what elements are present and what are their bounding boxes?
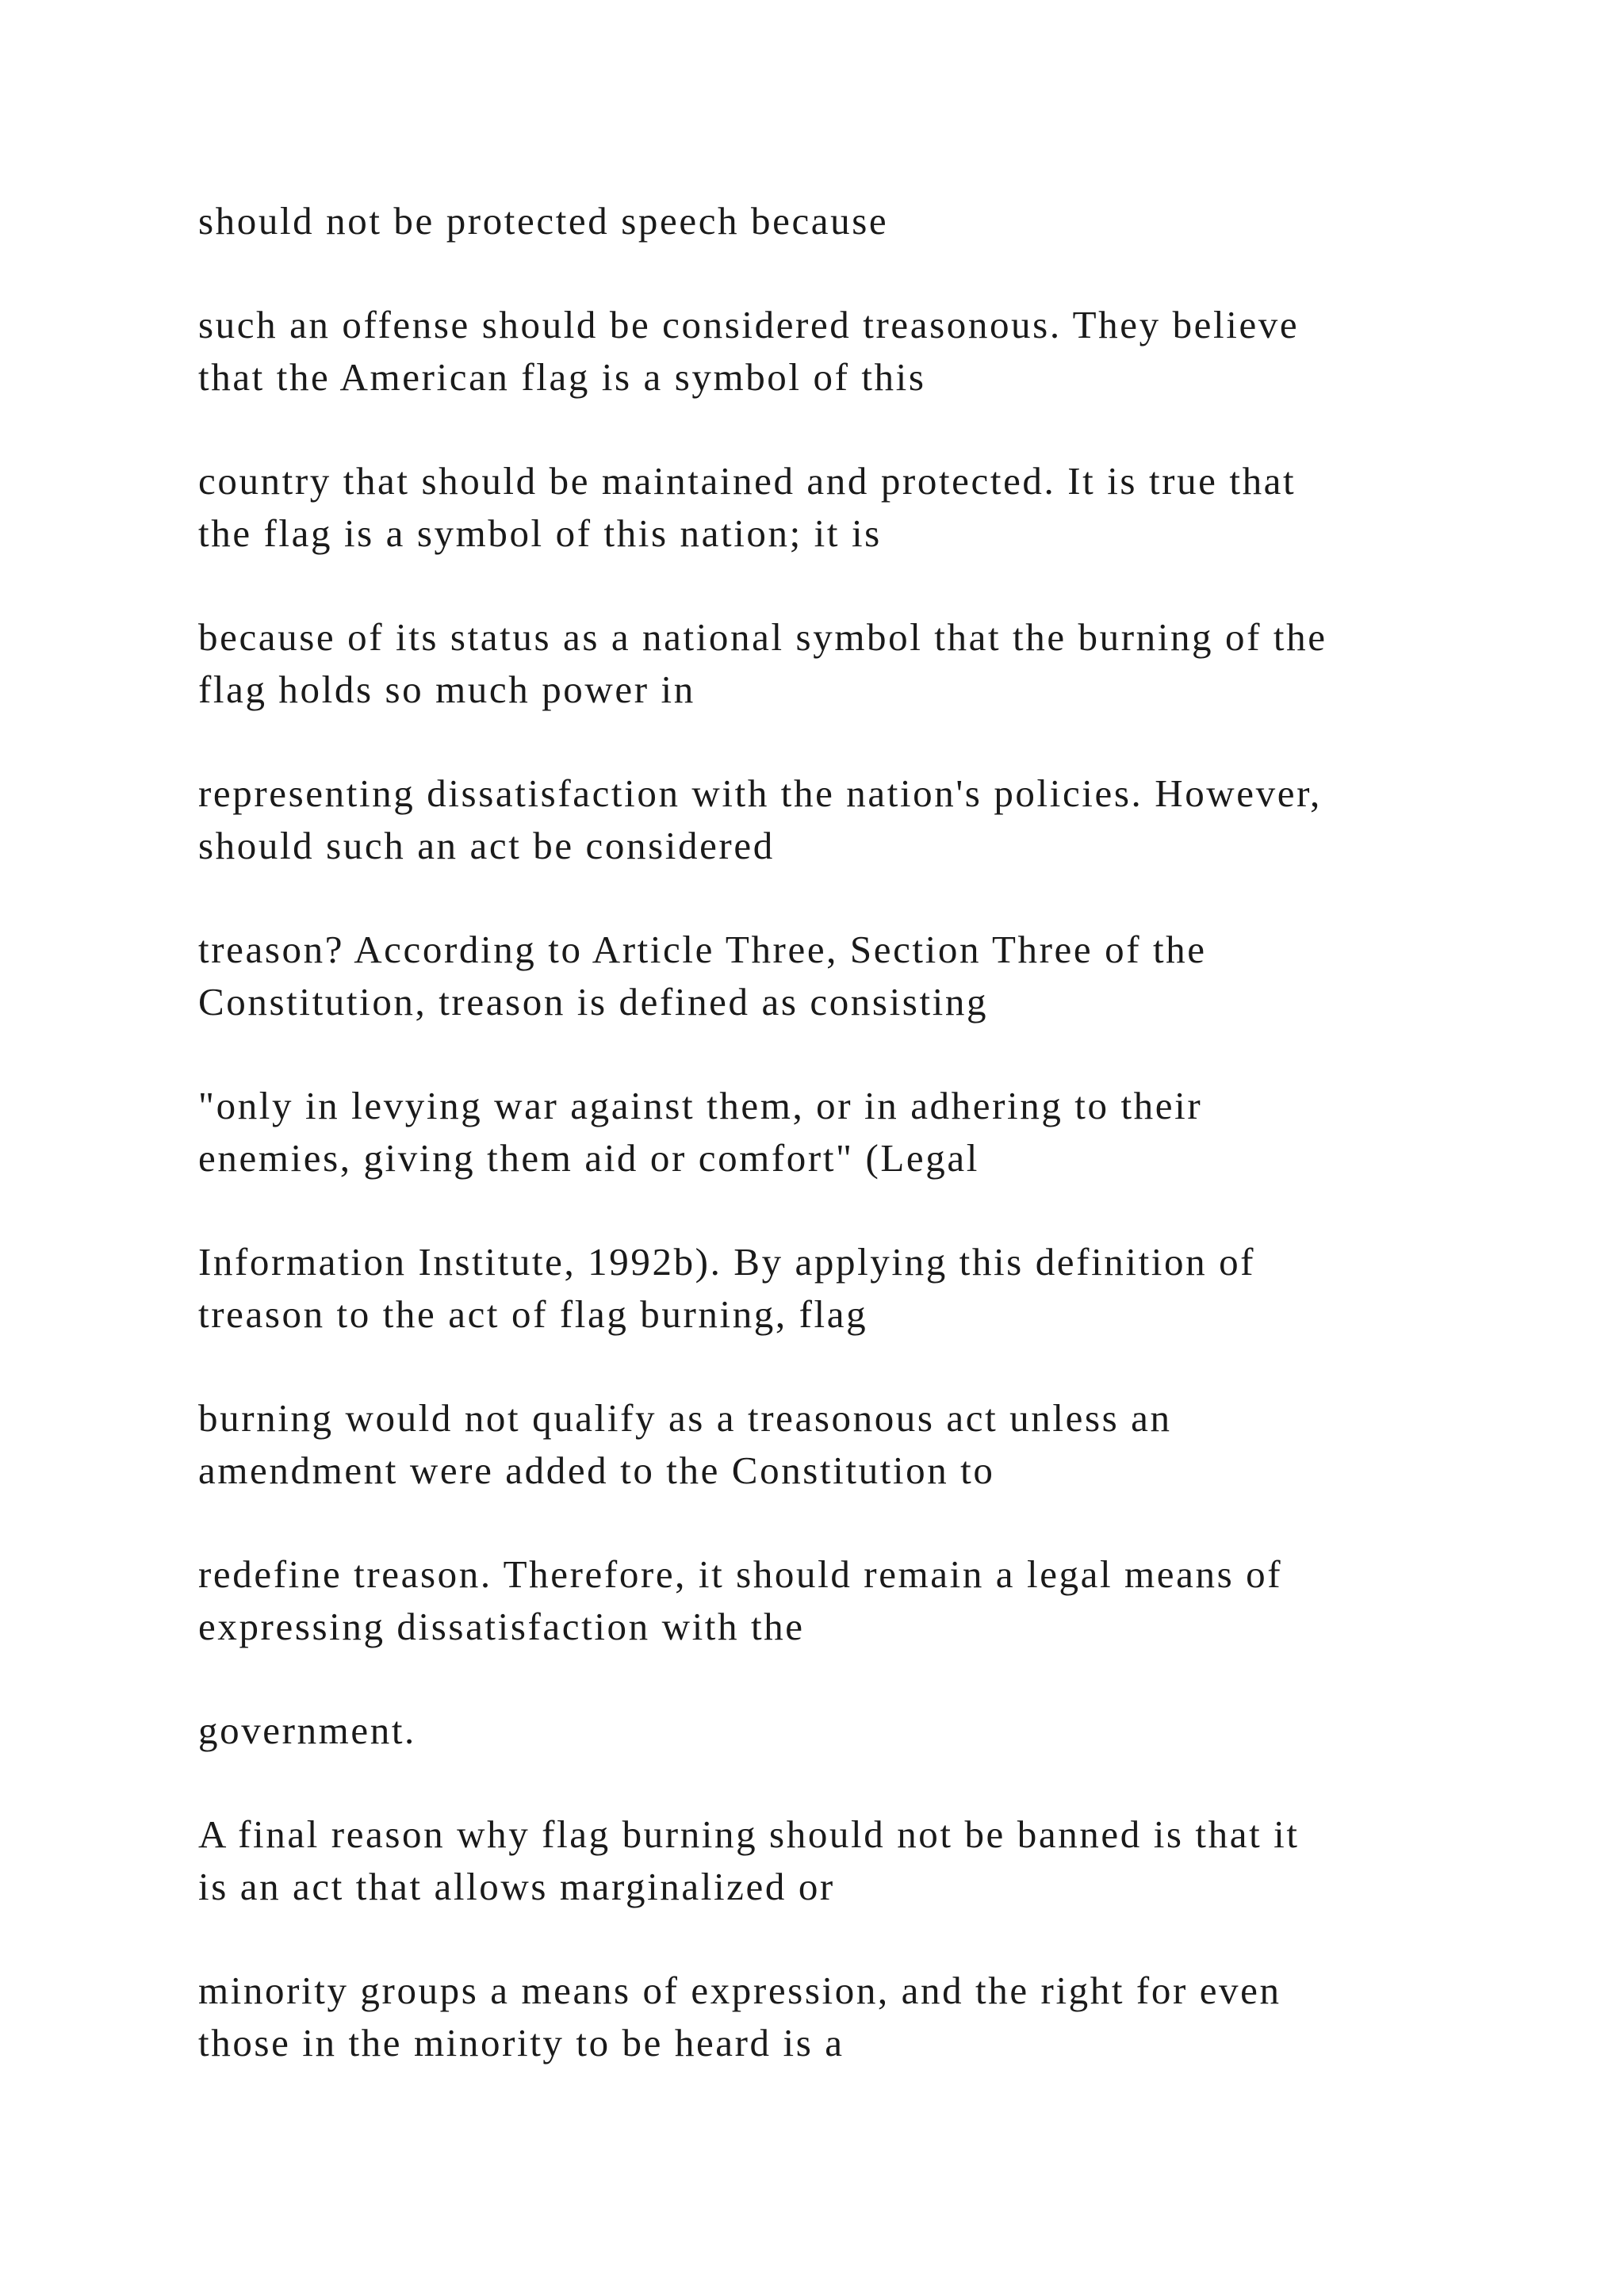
paragraph <box>198 1392 1467 1497</box>
text-line: government. <box>198 1709 416 1752</box>
paragraph <box>198 1080 1467 1184</box>
text-line: treason? According to Article Three, Section Three of the <box>198 928 1207 971</box>
paragraph <box>198 455 1467 560</box>
text-line: Information Institute, 1992b). By applying this definition of <box>198 1240 1256 1284</box>
text-line: enemies, giving them aid or comfort" (Legal <box>198 1136 979 1180</box>
text-line: representing dissatisfaction with the nation's policies. However, <box>198 771 1322 815</box>
paragraph <box>198 924 1467 1028</box>
text-line: such an offense should be considered treasonous. They believe <box>198 303 1300 346</box>
paragraph <box>198 611 1467 716</box>
text-line: A final reason why flag burning should not be banned is that it <box>198 1812 1300 1856</box>
text-line: the flag is a symbol of this nation; it is <box>198 511 882 555</box>
paragraph <box>198 1236 1467 1341</box>
text-line: burning would not qualify as a treasonous act unless an <box>198 1396 1172 1440</box>
text-line: redefine treason. Therefore, it should remain a legal means of <box>198 1552 1283 1596</box>
text-line: "only in levying war against them, or in adhering to their <box>198 1084 1203 1127</box>
paragraph <box>198 195 1467 247</box>
paragraph <box>198 1705 1467 1757</box>
paragraph <box>198 299 1467 404</box>
text-line: should such an act be considered <box>198 824 775 867</box>
text-line: those in the minority to be heard is a <box>198 2021 845 2064</box>
text-line: amendment were added to the Constitution to <box>198 1448 995 1492</box>
text-line: treason to the act of flag burning, flag <box>198 1292 868 1336</box>
text-line: is an act that allows marginalized or <box>198 1865 835 1908</box>
text-line: because of its status as a national symbol that the burning of the <box>198 615 1327 659</box>
text-line: flag holds so much power in <box>198 668 695 711</box>
paragraph <box>198 767 1467 872</box>
text-line: that the American flag is a symbol of this <box>198 355 926 399</box>
text-line: minority groups a means of expression, and the right for even <box>198 1969 1281 2012</box>
text-line: Constitution, treason is defined as consisting <box>198 980 989 1024</box>
paragraph <box>198 1808 1467 1913</box>
paragraph <box>198 1965 1467 2069</box>
text-line: country that should be maintained and protected. It is true that <box>198 459 1297 503</box>
text-line: expressing dissatisfaction with the <box>198 1605 805 1648</box>
text-line: should not be protected speech because <box>198 199 889 243</box>
paragraph <box>198 1548 1467 1653</box>
